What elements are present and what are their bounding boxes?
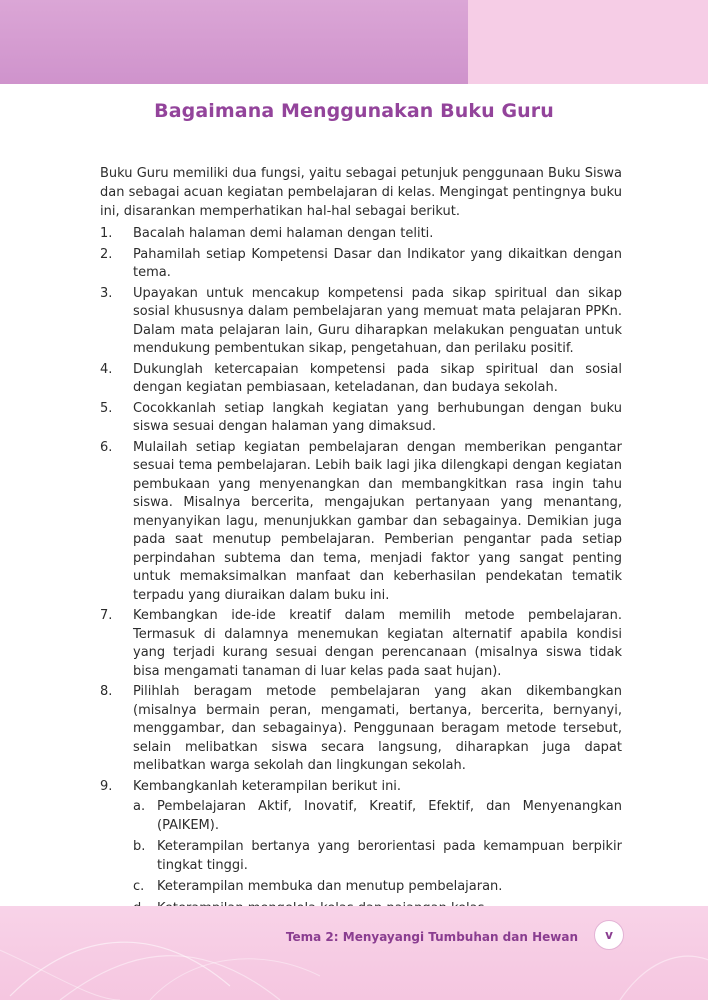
footer-band bbox=[0, 906, 708, 1000]
header-band-left bbox=[0, 0, 468, 84]
item-number: 8. bbox=[100, 684, 113, 699]
page-title: Bagaimana Menggunakan Buku Guru bbox=[154, 100, 554, 122]
item-text: Bacalah halaman demi halaman dengan teliti. bbox=[133, 226, 434, 241]
subitem-text: Keterampilan bertanya yang berorientasi pada kemampuan berpikir tingkat tinggi. bbox=[157, 839, 622, 873]
item-number: 5. bbox=[100, 400, 113, 416]
list-item bbox=[100, 285, 622, 359]
item-text: Mulailah setiap kegiatan pembelajaran dengan memberikan pengantar sesuai tema pembelajaran. Lebih baik lagi jika dilengkapi dengan kegiatan pembukaan yang menyenangkan dan membangkitkan rasa ingin tahu siswa. Misalnya bercerita, mengajukan pertanyaan yang menantang, menyanyikan lagu, menunjukkan gambar dan sebagainya. Demikian juga pada saat menutup pembelajaran. Pemberian pengantar pada setiap perpindahan subtema dan tema, menjadi faktor yang sangat penting untuk memaksimalkan manfaat dan keberhasilan pendekatan tematik terpadu yang diuraikan dalam buku ini. bbox=[133, 439, 622, 603]
subitem-letter: b. bbox=[133, 839, 146, 854]
header-band-right bbox=[468, 0, 708, 84]
subitem-text: Keterampilan membuka dan menutup pembelajaran. bbox=[157, 879, 503, 894]
footer-decoration bbox=[0, 906, 708, 1000]
item-text: Kembangkanlah keterampilan berikut ini. bbox=[133, 778, 402, 794]
page-number: v bbox=[594, 920, 624, 950]
sublist-item bbox=[133, 838, 622, 875]
list-item bbox=[100, 778, 622, 919]
subitem-letter: a. bbox=[133, 799, 146, 814]
skill-sublist bbox=[133, 798, 622, 918]
guideline-list bbox=[100, 225, 622, 921]
item-text: Cocokkanlah setiap langkah kegiatan yang berhubungan dengan buku siswa sesuai dengan halaman yang dimaksud. bbox=[133, 400, 622, 434]
subitem-letter: c. bbox=[133, 879, 145, 894]
list-item bbox=[100, 361, 622, 398]
subitem-text: Pembelajaran Aktif, Inovatif, Kreatif, Efektif, dan Menyenangkan (PAIKEM). bbox=[157, 799, 622, 833]
list-item bbox=[100, 683, 622, 776]
item-text: Pahamilah setiap Kompetensi Dasar dan Indikator yang dikaitkan dengan tema. bbox=[133, 246, 622, 280]
list-item bbox=[100, 225, 622, 244]
list-item bbox=[100, 400, 622, 437]
item-number: 9. bbox=[100, 778, 113, 794]
item-text: Kembangkan ide-ide kreatif dalam memilih metode pembelajaran. Termasuk di dalamnya menemukan kegiatan alternatif apabila kondisi yang terjadi kurang sesuai dengan perencanaan (misalnya siswa tidak bisa mengamati tanaman di luar kelas pada saat hujan). bbox=[133, 608, 622, 679]
intro-paragraph: Buku Guru memiliki dua fungsi, yaitu sebagai petunjuk penggunaan Buku Siswa dan sebagai acuan kegiatan pembelajaran di kelas. Mengingat pentingnya buku ini, disarankan memperhatikan hal-hal sebagai berikut. bbox=[100, 166, 622, 219]
sublist-item bbox=[133, 878, 622, 897]
item-number: 1. bbox=[100, 226, 113, 241]
list-item bbox=[100, 246, 622, 283]
footer-theme-label: Tema 2: Menyayangi Tumbuhan dan Hewan bbox=[285, 930, 578, 944]
list-item bbox=[100, 607, 622, 681]
item-number: 7. bbox=[100, 608, 113, 623]
item-text: Pilihlah beragam metode pembelajaran yang akan dikembangkan (misalnya bermain peran, mengamati, bertanya, bercerita, bernyanyi, menggambar, dan sebagainya). Penggunaan beragam metode tersebut, selain melibatkan siswa secara langsung, diharapkan juga dapat melibatkan warga sekolah dan lingkungan sekolah. bbox=[133, 684, 622, 773]
item-text: Upayakan untuk mencakup kompetensi pada sikap spiritual dan sikap sosial khususnya dalam pembelajaran yang memuat mata pelajaran PPKn. Dalam mata pelajaran lain, Guru diharapkan melakukan penguatan untuk mendukung pembentukan sikap, pengetahuan, dan perilaku positif. bbox=[133, 285, 622, 356]
item-number: 2. bbox=[100, 246, 113, 262]
item-number: 3. bbox=[100, 285, 113, 301]
item-number: 4. bbox=[100, 361, 113, 377]
sublist-item bbox=[133, 798, 622, 835]
list-item bbox=[100, 439, 622, 606]
item-number: 6. bbox=[100, 439, 113, 455]
item-text: Dukunglah ketercapaian kompetensi pada sikap spiritual dan sosial dengan kegiatan pembiasaan, keteladanan, dan budaya sekolah. bbox=[133, 361, 622, 395]
